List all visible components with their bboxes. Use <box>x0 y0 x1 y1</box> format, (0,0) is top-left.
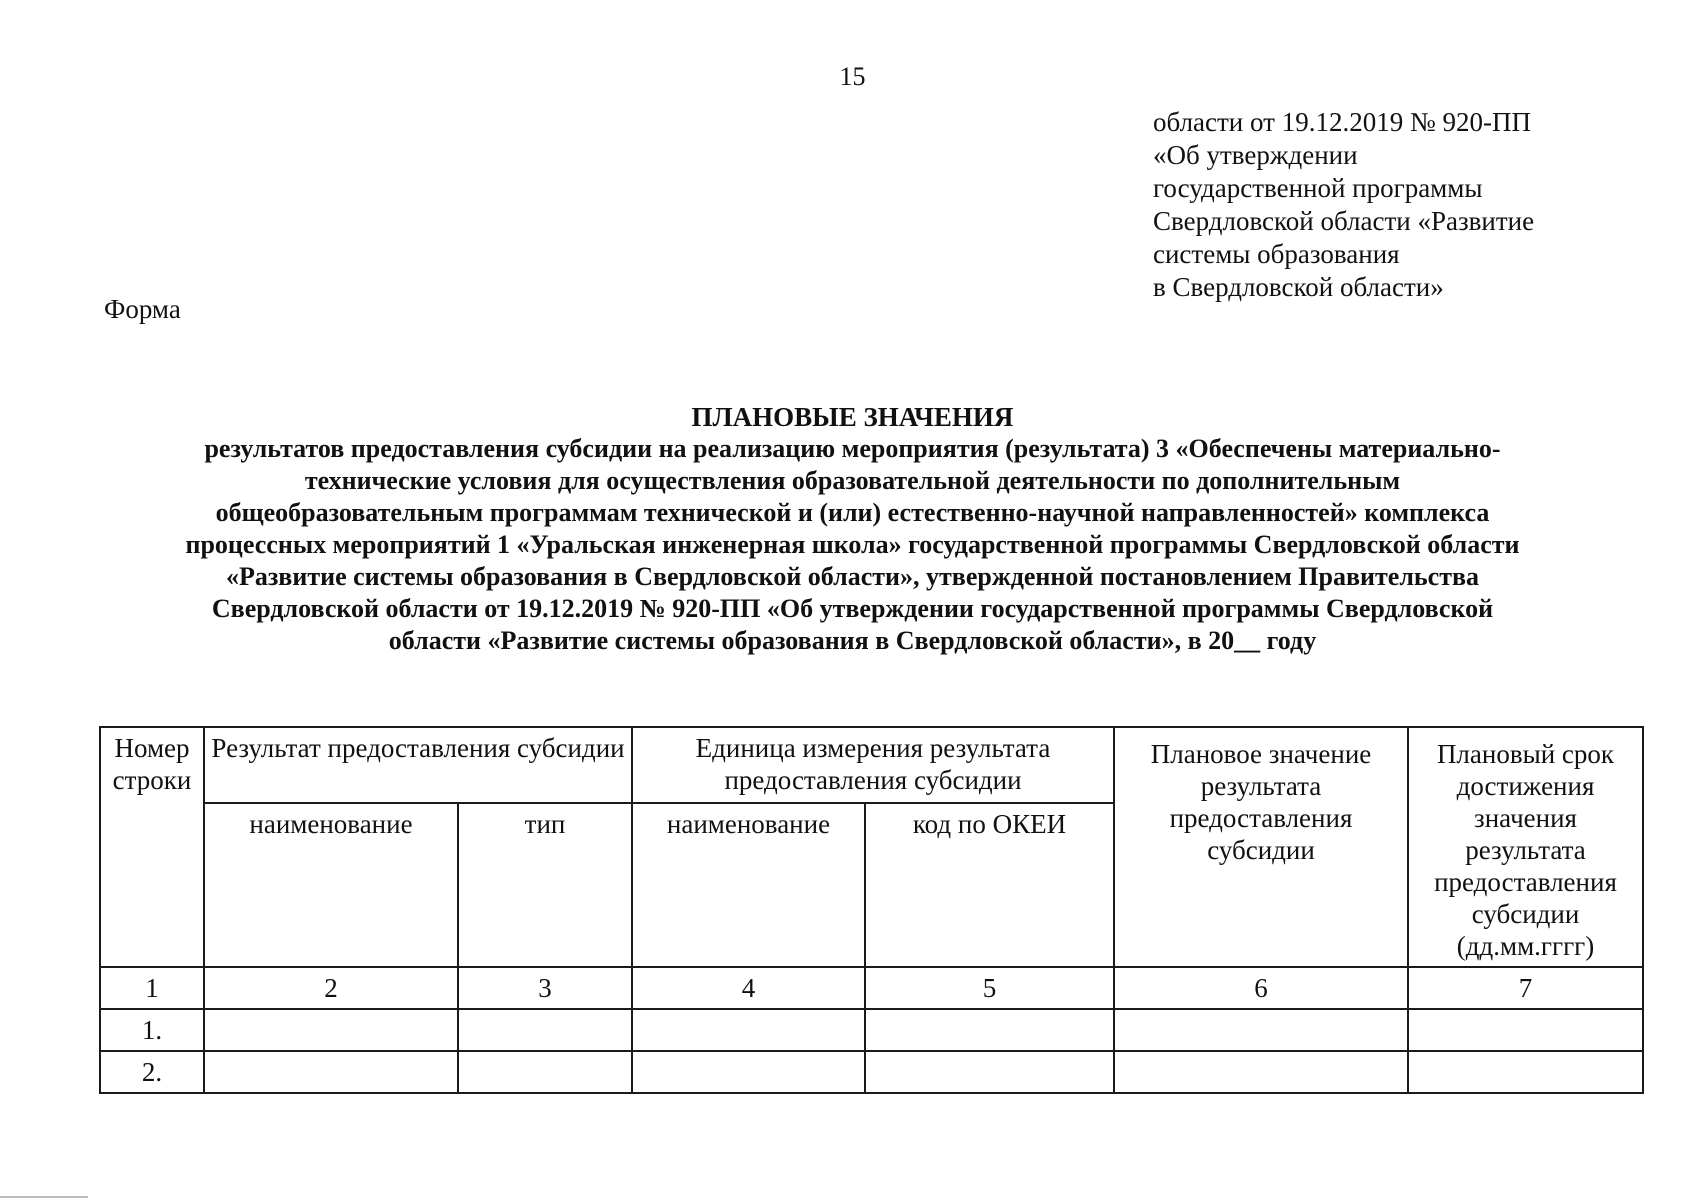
title-line: результатов предоставления субсидии на реализацию мероприятия (результата) 3 «Обеспечены материально- <box>204 434 1501 463</box>
title-line: процессных мероприятий 1 «Уральская инженерная школа» государственной программы Свердловской области <box>185 530 1520 559</box>
column-number-row <box>100 967 1643 1009</box>
header-unit: Единица измерения результата предоставления субсидии <box>632 727 1114 803</box>
cell-unit-name <box>632 1009 865 1051</box>
column-number: 3 <box>458 967 632 1009</box>
header-result-name: наименование <box>204 803 458 967</box>
row-number: 2. <box>100 1051 204 1093</box>
title-line: Свердловской области от 19.12.2019 № 920-ПП «Об утверждении государственной программы Свердловской <box>211 594 1494 623</box>
table-row <box>100 1009 1643 1051</box>
header-result: Результат предоставления субсидии <box>204 727 632 803</box>
title-line: технические условия для осуществления образовательной деятельности по дополнительным <box>304 466 1401 495</box>
cell-unit-okei <box>865 1009 1114 1051</box>
approval-note-line: Свердловской области «Развитие <box>1153 206 1535 236</box>
column-number: 5 <box>865 967 1114 1009</box>
cell-planned-value <box>1114 1051 1408 1093</box>
scan-edge-mark <box>0 1196 88 1198</box>
approval-note-line: в Свердловской области» <box>1153 272 1444 302</box>
approval-note-line: государственной программы <box>1153 173 1483 203</box>
column-number: 7 <box>1408 967 1643 1009</box>
header-planned-value: Плановое значение результата предоставления субсидии <box>1114 727 1408 967</box>
cell-planned-date <box>1408 1009 1643 1051</box>
header-unit-okei: код по ОКЕИ <box>865 803 1114 967</box>
approval-note-line: области от 19.12.2019 № 920-ПП <box>1153 107 1531 137</box>
title-line: «Развитие системы образования в Свердловской области», утвержденной постановлением Правительства <box>225 562 1480 591</box>
cell-result-type <box>458 1009 632 1051</box>
column-number: 2 <box>204 967 458 1009</box>
document-title <box>60 401 1645 657</box>
cell-planned-date <box>1408 1051 1643 1093</box>
cell-planned-value <box>1114 1009 1408 1051</box>
cell-unit-name <box>632 1051 865 1093</box>
header-unit-name: наименование <box>632 803 865 967</box>
column-number: 1 <box>100 967 204 1009</box>
page-number: 15 <box>839 62 866 91</box>
header-planned-date: Плановый срок достижения значения результата предоставления субсидии (дд.мм.гггг) <box>1408 727 1643 967</box>
title-line: общеобразовательным программам технической и (или) естественно-научной направленностей» комплекса <box>215 498 1490 527</box>
column-number: 6 <box>1114 967 1408 1009</box>
header-row-number: Номер строки <box>100 727 204 967</box>
planned-values-table <box>99 726 1644 1094</box>
approval-note-line: системы образования <box>1153 239 1400 269</box>
title-main: ПЛАНОВЫЕ ЗНАЧЕНИЯ <box>691 402 1014 432</box>
cell-result-name <box>204 1009 458 1051</box>
approval-note <box>1153 106 1613 304</box>
row-number: 1. <box>100 1009 204 1051</box>
cell-result-type <box>458 1051 632 1093</box>
header-result-type: тип <box>458 803 632 967</box>
approval-note-line: «Об утверждении <box>1153 140 1358 170</box>
cell-result-name <box>204 1051 458 1093</box>
title-line: области «Развитие системы образования в Свердловской области», в 20__ году <box>388 626 1317 655</box>
table-row <box>100 1051 1643 1093</box>
column-number: 4 <box>632 967 865 1009</box>
cell-unit-okei <box>865 1051 1114 1093</box>
form-label: Форма <box>104 294 181 324</box>
